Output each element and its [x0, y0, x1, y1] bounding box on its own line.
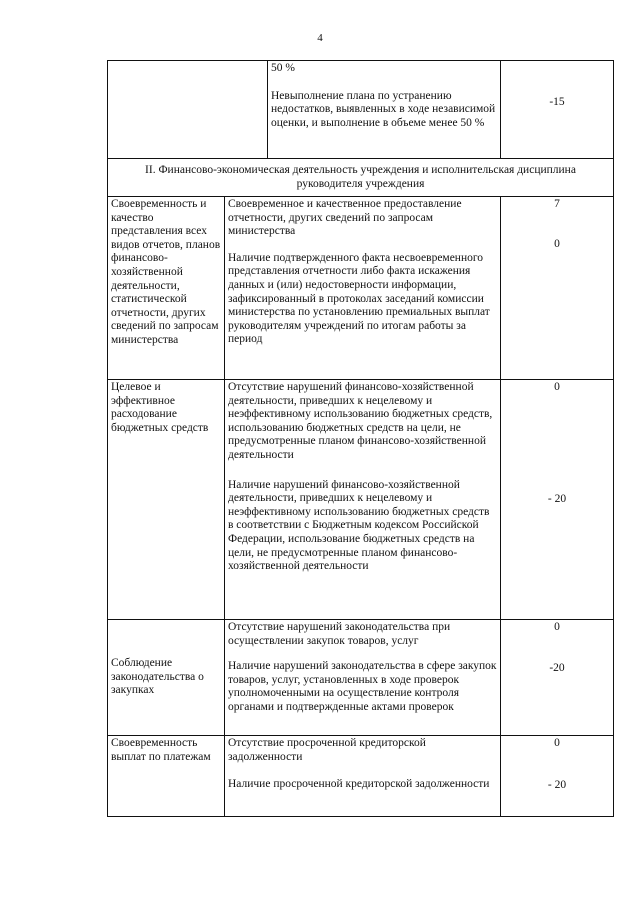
- score-value: 0: [554, 737, 560, 749]
- table-row-section: [108, 159, 614, 197]
- table-row-continuation: [108, 61, 614, 159]
- condition-text: Наличие нарушений законодательства в сфере закупок товаров, услуг, установленных в ходе проверок уполномоченными на осуществление контроля органами и подтвержденные актами проверок: [228, 660, 497, 713]
- table-row: [108, 620, 614, 736]
- score-value: 0: [554, 381, 560, 393]
- condition-cell: [225, 620, 501, 736]
- score-cell: [501, 620, 614, 736]
- section-title: II. Финансово-экономическая деятельность учреждения и исполнительская дисциплина руководителя учреждения: [108, 159, 614, 197]
- score-value: 7: [554, 198, 560, 210]
- condition-text: Невыполнение плана по устранению недостатков, выявленных в ходе независимой оценки, и выполнение в объеме менее 50 %: [271, 89, 496, 129]
- condition-cell: [225, 197, 501, 380]
- criterion-cell: Своевременность выплат по платежам: [108, 736, 225, 817]
- criterion-cell: Целевое и эффективное расходование бюджетных средств: [108, 380, 225, 620]
- score-value: 0: [554, 237, 560, 250]
- condition-text: Отсутствие нарушений законодательства при осуществлении закупок товаров, услуг: [228, 621, 451, 647]
- score-value: -15: [549, 96, 565, 108]
- score-cell: [501, 197, 614, 380]
- score-cell: [501, 380, 614, 620]
- criterion-cell: Соблюдение законодательства о закупках: [108, 620, 225, 736]
- condition-text: Отсутствие просроченной кредиторской задолженности: [228, 737, 426, 763]
- condition-text: Наличие нарушений финансово-хозяйственной деятельности, приведших к нецелевому и неэффективному использованию бюджетных средств в соответствии с Бюджетным кодексом Российской Федерации, использование бюджетных средств на цели, не предусмотренные планом финансово-хозяйственной деятельности: [228, 478, 490, 573]
- table-row: [108, 380, 614, 620]
- condition-cell: [225, 736, 501, 817]
- score-cell: [501, 61, 614, 159]
- score-value: - 20: [547, 778, 567, 791]
- condition-cell: [268, 61, 501, 159]
- condition-text: Отсутствие нарушений финансово-хозяйственной деятельности, приведших к нецелевому и неэффективному использованию бюджетных средств, использованию бюджетных средств на цели, не предусмотренные планом финансово-хозяйственной деятельности: [228, 381, 493, 461]
- score-value: -20: [549, 661, 565, 674]
- criterion-cell-empty: [108, 61, 268, 159]
- table-row: [108, 736, 614, 817]
- criteria-table: [107, 60, 614, 817]
- score-value: - 20: [547, 492, 567, 505]
- condition-fragment: 50 %: [271, 62, 295, 74]
- score-cell: [501, 736, 614, 817]
- condition-text: Наличие просроченной кредиторской задолженности: [228, 778, 490, 791]
- condition-text: Своевременное и качественное предоставление отчетности, других сведений по запросам министерства: [228, 198, 462, 238]
- condition-text: Наличие подтвержденного факта несвоевременного представления отчетности либо факта искажения данных и (или) недостоверности информации, зафиксированный в протоколах заседаний комиссии министерства по установлению премиальных выплат руководителям учреждений по итогам работы за период: [228, 251, 490, 346]
- criterion-cell: Своевременность и качество представления всех видов отчетов, планов финансово-хозяйственной деятельности, статистической отчетности, других сведений по запросам министерства: [108, 197, 225, 380]
- page-number: 4: [317, 32, 323, 44]
- table-row: [108, 197, 614, 380]
- condition-cell: [225, 380, 501, 620]
- score-value: 0: [554, 621, 560, 633]
